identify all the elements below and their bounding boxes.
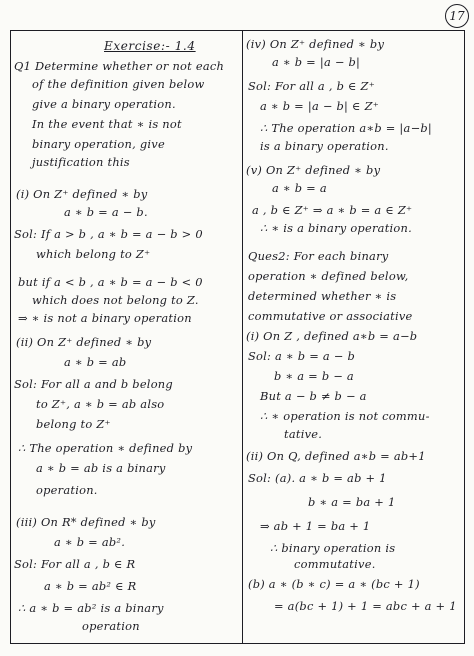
handwritten-line: which does not belong to Z. xyxy=(32,293,199,307)
handwritten-line: to Z⁺, a ∗ b = ab also xyxy=(36,397,165,411)
handwritten-line: (i) On Z , defined a∗b = a−b xyxy=(246,329,418,343)
handwritten-line: (i) On Z⁺ defined ∗ by xyxy=(16,187,148,201)
handwritten-line: is a binary operation. xyxy=(260,139,389,153)
handwritten-line: ∴ binary operation is xyxy=(270,541,396,555)
handwritten-line: b ∗ a = b − a xyxy=(274,369,354,383)
handwritten-line: a ∗ b = |a − b| xyxy=(272,55,361,69)
handwritten-line: (v) On Z⁺ defined ∗ by xyxy=(246,163,381,177)
exercise-title: Exercise:- 1.4 xyxy=(104,39,196,53)
handwritten-line: justification this xyxy=(32,155,130,169)
handwritten-line: a ∗ b = ab². xyxy=(54,535,126,549)
handwritten-line: a ∗ b = ab is a binary xyxy=(36,461,166,475)
handwritten-line: tative. xyxy=(284,427,323,441)
handwritten-line: commutative. xyxy=(294,557,376,571)
handwritten-line: (iii) On R* defined ∗ by xyxy=(16,515,156,529)
handwritten-line: operation ∗ defined below, xyxy=(248,269,409,283)
handwritten-line: Ques2: For each binary xyxy=(248,249,389,263)
handwritten-line: Q1 Determine whether or not each xyxy=(14,59,225,73)
handwritten-line: (ii) On Z⁺ defined ∗ by xyxy=(16,335,152,349)
handwritten-line: Sol: For all a , b ∈ R xyxy=(14,557,136,571)
handwritten-line: ⇒ ab + 1 = ba + 1 xyxy=(260,519,371,533)
handwritten-line: ⇒ ∗ is not a binary operation xyxy=(18,311,192,325)
handwritten-line: Sol: a ∗ b = a − b xyxy=(248,349,355,363)
handwritten-line: (iv) On Z⁺ defined ∗ by xyxy=(246,37,385,51)
handwritten-line: ∴ a ∗ b = ab² is a binary xyxy=(18,601,164,615)
handwritten-line: a , b ∈ Z⁺ ⇒ a ∗ b = a ∈ Z⁺ xyxy=(252,203,413,217)
handwritten-line: determined whether ∗ is xyxy=(248,289,397,303)
handwritten-line: a ∗ b = ab xyxy=(64,355,127,369)
handwritten-line: a ∗ b = a xyxy=(272,181,327,195)
handwritten-line: (b) a ∗ (b ∗ c) = a ∗ (bc + 1) xyxy=(248,577,420,591)
handwritten-line: give a binary operation. xyxy=(32,97,176,111)
handwritten-line: Sol: For all a and b belong xyxy=(14,377,173,391)
handwritten-line: which belong to Z⁺ xyxy=(36,247,151,261)
handwritten-line: b ∗ a = ba + 1 xyxy=(308,495,396,509)
handwritten-line: operation. xyxy=(36,483,98,497)
handwritten-line: In the event that ∗ is not xyxy=(32,117,182,131)
handwritten-line: commutative or associative xyxy=(248,309,413,323)
handwritten-line: ∴ The operation ∗ defined by xyxy=(18,441,193,455)
page-number: 17 xyxy=(445,4,469,28)
handwritten-line: a ∗ b = a − b. xyxy=(64,205,148,219)
handwritten-line: operation xyxy=(82,619,140,633)
handwritten-line: Sol: For all a , b ∈ Z⁺ xyxy=(248,79,375,93)
handwritten-line: belong to Z⁺ xyxy=(36,417,111,431)
handwritten-line: a ∗ b = |a − b| ∈ Z⁺ xyxy=(260,99,379,113)
handwritten-line: a ∗ b = ab² ∈ R xyxy=(44,579,137,593)
handwritten-line: But a − b ≠ b − a xyxy=(260,389,367,403)
handwritten-line: of the definition given below xyxy=(32,77,205,91)
handwritten-line: = a(bc + 1) + 1 = abc + a + 1 xyxy=(274,599,457,613)
column-divider xyxy=(242,30,243,644)
handwritten-line: but if a < b , a ∗ b = a − b < 0 xyxy=(18,275,203,289)
handwritten-line: binary operation, give xyxy=(32,137,165,151)
handwritten-line: ∴ The operation a∗b = |a−b| xyxy=(260,121,432,135)
handwritten-line: (ii) On Q, defined a∗b = ab+1 xyxy=(246,449,426,463)
handwritten-line: ∴ ∗ operation is not commu- xyxy=(260,409,430,423)
handwritten-line: Sol: If a > b , a ∗ b = a − b > 0 xyxy=(14,227,203,241)
handwritten-line: Sol: (a). a ∗ b = ab + 1 xyxy=(248,471,387,485)
handwritten-line: ∴ ∗ is a binary operation. xyxy=(260,221,412,235)
